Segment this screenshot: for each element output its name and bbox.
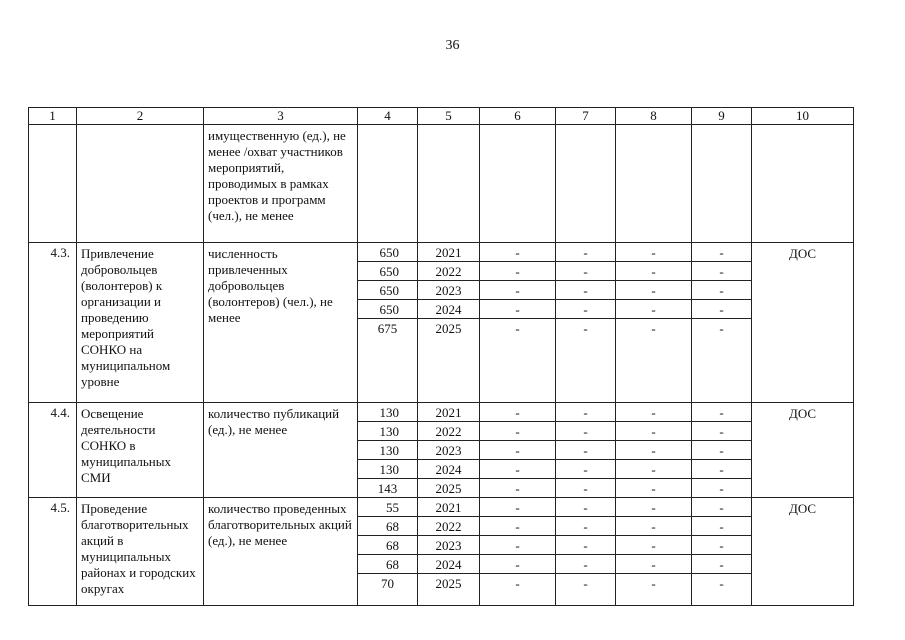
value: 130 bbox=[358, 462, 417, 479]
dash: - bbox=[719, 321, 724, 336]
col7-cell bbox=[556, 403, 616, 498]
dash: - bbox=[692, 557, 751, 574]
dash: - bbox=[692, 424, 751, 441]
value: 130 bbox=[358, 443, 417, 460]
dash: - bbox=[480, 245, 555, 262]
year: 2021 bbox=[418, 245, 479, 262]
year: 2021 bbox=[418, 500, 479, 517]
dash: - bbox=[616, 519, 691, 536]
dash: - bbox=[556, 302, 615, 319]
responsible-cell: ДОС bbox=[752, 403, 854, 498]
dash: - bbox=[480, 500, 555, 517]
dash: - bbox=[480, 462, 555, 479]
dash: - bbox=[556, 245, 615, 262]
year: 2022 bbox=[418, 264, 479, 281]
table-row bbox=[29, 403, 854, 498]
dash: - bbox=[651, 481, 656, 496]
table-row bbox=[29, 498, 854, 606]
year: 2025 bbox=[435, 321, 462, 336]
col8-cell bbox=[616, 498, 692, 606]
value: 68 bbox=[358, 519, 417, 536]
dash: - bbox=[480, 443, 555, 460]
value: 130 bbox=[358, 405, 417, 422]
dash: - bbox=[556, 443, 615, 460]
dash: - bbox=[480, 264, 555, 281]
header-cell: 7 bbox=[556, 108, 616, 125]
dash: - bbox=[480, 283, 555, 300]
value: 675 bbox=[377, 321, 398, 336]
dash: - bbox=[556, 538, 615, 555]
dash: - bbox=[616, 264, 691, 281]
dash: - bbox=[616, 405, 691, 422]
dash: - bbox=[692, 245, 751, 262]
value: 70 bbox=[381, 576, 394, 591]
dash: - bbox=[616, 302, 691, 319]
dash: - bbox=[556, 500, 615, 517]
year: 2023 bbox=[418, 538, 479, 555]
header-cell: 10 bbox=[752, 108, 854, 125]
year: 2022 bbox=[418, 519, 479, 536]
dash: - bbox=[556, 519, 615, 536]
dash: - bbox=[583, 321, 588, 336]
value: 143 bbox=[377, 481, 398, 496]
indicator-cell: количество публикаций (ед.), не менее bbox=[204, 403, 358, 498]
dash: - bbox=[692, 500, 751, 517]
col6-cell bbox=[480, 498, 556, 606]
dash: - bbox=[616, 443, 691, 460]
dash: - bbox=[480, 538, 555, 555]
year: 2023 bbox=[418, 443, 479, 460]
header-cell: 1 bbox=[29, 108, 77, 125]
dash: - bbox=[651, 321, 656, 336]
values-cell bbox=[358, 498, 418, 606]
value: 130 bbox=[358, 424, 417, 441]
dash: - bbox=[692, 283, 751, 300]
dash: - bbox=[515, 321, 520, 336]
header-cell: 9 bbox=[692, 108, 752, 125]
dash: - bbox=[692, 538, 751, 555]
col8-cell bbox=[616, 243, 692, 403]
dash: - bbox=[556, 283, 615, 300]
col6-cell bbox=[480, 243, 556, 403]
indicator-cell: численность привлеченных добровольцев (волонтеров) (чел.), не менее bbox=[204, 243, 358, 403]
dash: - bbox=[692, 405, 751, 422]
dash: - bbox=[480, 405, 555, 422]
dash: - bbox=[583, 481, 588, 496]
dash: - bbox=[480, 424, 555, 441]
dash: - bbox=[651, 576, 656, 591]
responsible-cell: ДОС bbox=[752, 243, 854, 403]
dash: - bbox=[515, 481, 520, 496]
year: 2023 bbox=[418, 283, 479, 300]
years-cell bbox=[418, 403, 480, 498]
value: 68 bbox=[358, 557, 417, 574]
header-cell: 2 bbox=[77, 108, 204, 125]
dash: - bbox=[480, 519, 555, 536]
dash: - bbox=[616, 500, 691, 517]
value: 55 bbox=[358, 500, 417, 517]
header-row bbox=[29, 108, 854, 125]
values-cell bbox=[358, 243, 418, 403]
dash: - bbox=[556, 462, 615, 479]
dash: - bbox=[692, 462, 751, 479]
num-cell bbox=[29, 125, 77, 243]
years-cell bbox=[418, 243, 480, 403]
dash: - bbox=[480, 302, 555, 319]
dash: - bbox=[616, 538, 691, 555]
dash: - bbox=[692, 264, 751, 281]
event-cell bbox=[77, 125, 204, 243]
table-row-continuation bbox=[29, 125, 854, 243]
page-number: 36 bbox=[445, 38, 460, 53]
value: 650 bbox=[358, 245, 417, 262]
dash: - bbox=[719, 576, 724, 591]
col9-cell bbox=[692, 243, 752, 403]
program-table bbox=[28, 107, 854, 606]
row-number: 4.3. bbox=[29, 243, 77, 403]
dash: - bbox=[616, 462, 691, 479]
dash: - bbox=[616, 245, 691, 262]
header-cell: 6 bbox=[480, 108, 556, 125]
col6-cell bbox=[480, 403, 556, 498]
year: 2024 bbox=[418, 462, 479, 479]
value: 650 bbox=[358, 302, 417, 319]
indicator-cell: имущественную (ед.), не менее /охват участников мероприятий, проводимых в рамках проектов и программ (чел.), не менее bbox=[204, 125, 358, 243]
year: 2021 bbox=[418, 405, 479, 422]
year: 2025 bbox=[435, 481, 462, 496]
dash: - bbox=[692, 302, 751, 319]
col8-cell bbox=[616, 403, 692, 498]
col7-cell bbox=[556, 243, 616, 403]
years-cell bbox=[418, 498, 480, 606]
values-cell bbox=[358, 403, 418, 498]
year: 2025 bbox=[435, 576, 462, 591]
event-cell: Привлечение добровольцев (волонтеров) к организации и проведению мероприятий СОНКО на муниципальном уровне bbox=[77, 243, 204, 403]
header-cell: 4 bbox=[358, 108, 418, 125]
responsible-cell: ДОС bbox=[752, 498, 854, 606]
header-cell: 8 bbox=[616, 108, 692, 125]
dash: - bbox=[515, 576, 520, 591]
event-cell: Проведение благотворительных акций в муниципальных районах и городских округах bbox=[77, 498, 204, 606]
event-cell: Освещение деятельности СОНКО в муниципальных СМИ bbox=[77, 403, 204, 498]
dash: - bbox=[692, 519, 751, 536]
col7-cell bbox=[556, 498, 616, 606]
header-cell: 3 bbox=[204, 108, 358, 125]
dash: - bbox=[616, 424, 691, 441]
col9-cell bbox=[692, 498, 752, 606]
value: 650 bbox=[358, 264, 417, 281]
dash: - bbox=[556, 424, 615, 441]
dash: - bbox=[480, 557, 555, 574]
dash: - bbox=[616, 283, 691, 300]
dash: - bbox=[556, 405, 615, 422]
col9-cell bbox=[692, 403, 752, 498]
dash: - bbox=[719, 481, 724, 496]
year: 2022 bbox=[418, 424, 479, 441]
year: 2024 bbox=[418, 557, 479, 574]
row-number: 4.4. bbox=[29, 403, 77, 498]
value: 650 bbox=[358, 283, 417, 300]
dash: - bbox=[556, 264, 615, 281]
dash: - bbox=[583, 576, 588, 591]
row-number: 4.5. bbox=[29, 498, 77, 606]
year: 2024 bbox=[418, 302, 479, 319]
indicator-cell: количество проведенных благотворительных акций (ед.), не менее bbox=[204, 498, 358, 606]
value: 68 bbox=[358, 538, 417, 555]
table-row bbox=[29, 243, 854, 403]
dash: - bbox=[616, 557, 691, 574]
header-cell: 5 bbox=[418, 108, 480, 125]
dash: - bbox=[556, 557, 615, 574]
dash: - bbox=[692, 443, 751, 460]
